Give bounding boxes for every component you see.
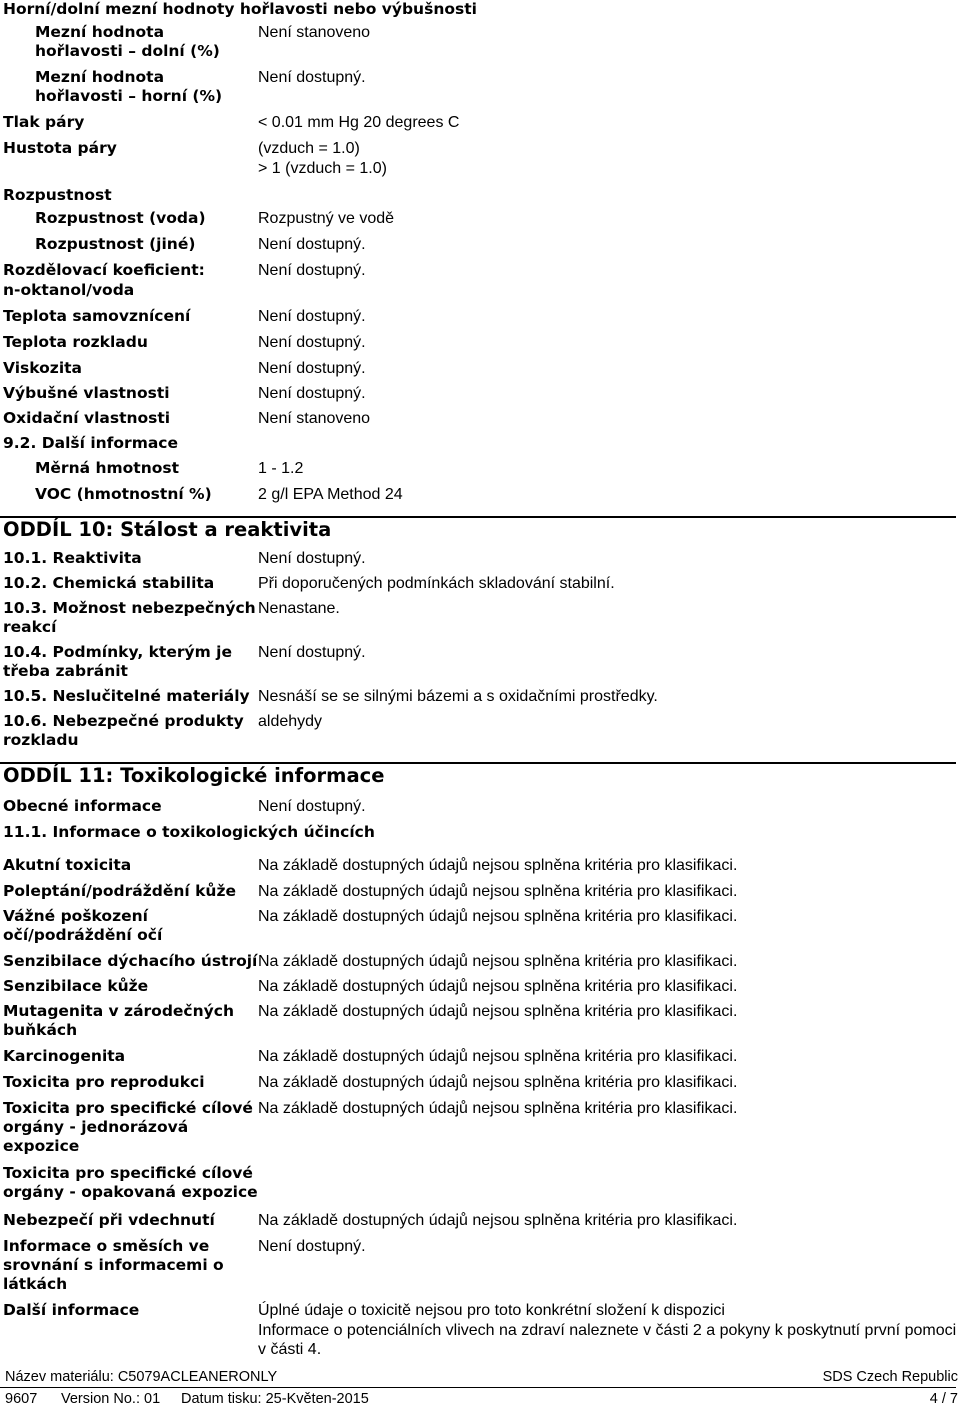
skin-sensitisation-label: Senzibilace kůže — [3, 977, 149, 995]
germ-cell-mutagenicity-label-2: buňkách — [3, 1021, 78, 1039]
footer-divider — [0, 1387, 956, 1388]
flammability-limits-heading: Horní/dolní mezní hodnoty hořlavosti nebo výbušnosti — [3, 0, 477, 18]
hazardous-reactions-label-2: reakcí — [3, 618, 57, 636]
flammability-upper-value: Není dostupný. — [258, 69, 366, 86]
conditions-to-avoid-label-2: třeba zabránit — [3, 662, 128, 680]
reactivity-label: 10.1. Reaktivita — [3, 549, 142, 567]
flammability-upper-label-2: hořlavosti – horní (%) — [35, 87, 223, 105]
hazardous-reactions-value: Nenastane. — [258, 600, 340, 617]
further-information-value-2: Informace o potenciálních vlivech na zdraví naleznete v části 2 a pokyny k poskytnutí první pomoci — [258, 1322, 957, 1339]
germ-cell-mutagenicity-label-1: Mutagenita v zárodečných — [3, 1002, 234, 1020]
respiratory-sensitisation-value: Na základě dostupných údajů nejsou splněna kritéria pro klasifikaci. — [258, 953, 738, 970]
flammability-upper-label-1: Mezní hodnota — [35, 68, 165, 86]
carcinogenicity-label: Karcinogenita — [3, 1047, 126, 1065]
explosive-properties-label: Výbušné vlastnosti — [3, 384, 170, 402]
chemical-stability-value: Při doporučených podmínkách skladování stabilní. — [258, 575, 615, 592]
explosive-properties-value: Není dostupný. — [258, 385, 366, 402]
autoignition-label: Teplota samovznícení — [3, 307, 191, 325]
partition-coefficient-label-2: n-oktanol/voda — [3, 281, 135, 299]
footer-page-number: 4 / 7 — [929, 1391, 958, 1407]
general-information-label: Obecné informace — [3, 797, 162, 815]
oxidizing-properties-label: Oxidační vlastnosti — [3, 409, 171, 427]
mixture-info-label-3: látkách — [3, 1275, 68, 1293]
decomposition-temp-label: Teplota rozkladu — [3, 333, 148, 351]
aspiration-hazard-value: Na základě dostupných údajů nejsou splněna kritéria pro klasifikaci. — [258, 1212, 738, 1229]
incompatible-materials-value: Nesnáší se se silnými bázemi a s oxidačními prostředky. — [258, 688, 658, 705]
solubility-label: Rozpustnost — [3, 186, 112, 204]
vapor-density-label: Hustota páry — [3, 139, 117, 157]
autoignition-value: Není dostupný. — [258, 308, 366, 325]
incompatible-materials-label: 10.5. Neslučitelné materiály — [3, 687, 250, 705]
chemical-stability-label: 10.2. Chemická stabilita — [3, 574, 215, 592]
respiratory-sensitisation-label: Senzibilace dýchacího ústrojí — [3, 952, 258, 970]
skin-sensitisation-value: Na základě dostupných údajů nejsou splněna kritéria pro klasifikaci. — [258, 978, 738, 995]
partition-coefficient-value: Není dostupný. — [258, 262, 366, 279]
general-information-value: Není dostupný. — [258, 798, 366, 815]
vapor-pressure-value: < 0.01 mm Hg 20 degrees C — [258, 114, 460, 131]
flammability-lower-label-1: Mezní hodnota — [35, 23, 165, 41]
footer-version: Version No.: 01 — [61, 1391, 161, 1407]
eye-damage-value: Na základě dostupných údajů nejsou splněna kritéria pro klasifikaci. — [258, 908, 738, 925]
vapor-pressure-label: Tlak páry — [3, 113, 85, 131]
voc-label: VOC (hmotnostní %) — [35, 485, 212, 503]
further-information-label: Další informace — [3, 1301, 140, 1319]
toxicological-effects-heading: 11.1. Informace o toxikologických účincích — [3, 823, 375, 841]
reproductive-toxicity-label: Toxicita pro reprodukci — [3, 1073, 205, 1091]
reactivity-value: Není dostupný. — [258, 550, 366, 567]
oxidizing-properties-value: Není stanoveno — [258, 410, 371, 427]
stot-repeated-label-2: orgány - opakovaná expozice — [3, 1183, 258, 1201]
section-10-heading: ODDÍL 10: Stálost a reaktivita — [3, 518, 332, 541]
stot-repeated-label-1: Toxicita pro specifické cílové — [3, 1164, 253, 1182]
aspiration-hazard-label: Nebezpečí při vdechnutí — [3, 1211, 215, 1229]
solubility-other-value: Není dostupný. — [258, 236, 366, 253]
stot-single-label-1: Toxicita pro specifické cílové — [3, 1099, 253, 1117]
stot-single-label-3: expozice — [3, 1137, 80, 1155]
mixture-info-label-1: Informace o směsích ve — [3, 1237, 210, 1255]
specific-gravity-value: 1 - 1.2 — [258, 460, 304, 477]
stot-single-value: Na základě dostupných údajů nejsou splněna kritéria pro klasifikaci. — [258, 1100, 738, 1117]
solubility-water-value: Rozpustný ve vodě — [258, 210, 395, 227]
acute-toxicity-label: Akutní toxicita — [3, 856, 132, 874]
stot-single-label-2: orgány - jednorázová — [3, 1118, 189, 1136]
voc-value: 2 g/l EPA Method 24 — [258, 486, 403, 503]
specific-gravity-label: Měrná hmotnost — [35, 459, 180, 477]
decomposition-temp-value: Není dostupný. — [258, 334, 366, 351]
partition-coefficient-label-1: Rozdělovací koeficient: — [3, 261, 205, 279]
conditions-to-avoid-label-1: 10.4. Podmínky, kterým je — [3, 643, 232, 661]
vapor-density-value-1: (vzduch = 1.0) — [258, 140, 360, 157]
germ-cell-mutagenicity-value: Na základě dostupných údajů nejsou splněna kritéria pro klasifikaci. — [258, 1003, 738, 1020]
footer-material-name: Název materiálu: C5079ACLEANERONLY — [5, 1369, 278, 1385]
reproductive-toxicity-value: Na základě dostupných údajů nejsou splněna kritéria pro klasifikaci. — [258, 1074, 738, 1091]
further-information-value-3: v části 4. — [258, 1341, 322, 1358]
eye-damage-label-1: Vážné poškození — [3, 907, 148, 925]
conditions-to-avoid-value: Není dostupný. — [258, 644, 366, 661]
footer-document-number: 9607 — [5, 1391, 38, 1407]
skin-corrosion-value: Na základě dostupných údajů nejsou splněna kritéria pro klasifikaci. — [258, 883, 738, 900]
solubility-water-label: Rozpustnost (voda) — [35, 209, 206, 227]
decomposition-products-label-2: rozkladu — [3, 731, 79, 749]
decomposition-products-label-1: 10.6. Nebezpečné produkty — [3, 712, 244, 730]
footer-document-type: SDS Czech Republic — [822, 1369, 958, 1385]
eye-damage-label-2: očí/podráždění očí — [3, 926, 163, 944]
section-11-heading: ODDÍL 11: Toxikologické informace — [3, 764, 385, 787]
decomposition-products-value: aldehydy — [258, 713, 323, 730]
viscosity-label: Viskozita — [3, 359, 83, 377]
mixture-info-value: Není dostupný. — [258, 1238, 366, 1255]
vapor-density-value-2: > 1 (vzduch = 1.0) — [258, 160, 387, 177]
footer-print-date: Datum tisku: 25-Květen-2015 — [181, 1391, 369, 1407]
skin-corrosion-label: Poleptání/podráždění kůže — [3, 882, 236, 900]
flammability-lower-value: Není stanoveno — [258, 24, 371, 41]
other-information-heading: 9.2. Další informace — [3, 434, 179, 452]
solubility-other-label: Rozpustnost (jiné) — [35, 235, 196, 253]
flammability-lower-label-2: hořlavosti – dolní (%) — [35, 42, 220, 60]
acute-toxicity-value: Na základě dostupných údajů nejsou splněna kritéria pro klasifikaci. — [258, 857, 738, 874]
further-information-value-1: Úplné údaje o toxicitě nejsou pro toto konkrétní složení k dispozici — [258, 1302, 725, 1319]
mixture-info-label-2: srovnání s informacemi o — [3, 1256, 224, 1274]
hazardous-reactions-label-1: 10.3. Možnost nebezpečných — [3, 599, 256, 617]
carcinogenicity-value: Na základě dostupných údajů nejsou splněna kritéria pro klasifikaci. — [258, 1048, 738, 1065]
viscosity-value: Není dostupný. — [258, 360, 366, 377]
